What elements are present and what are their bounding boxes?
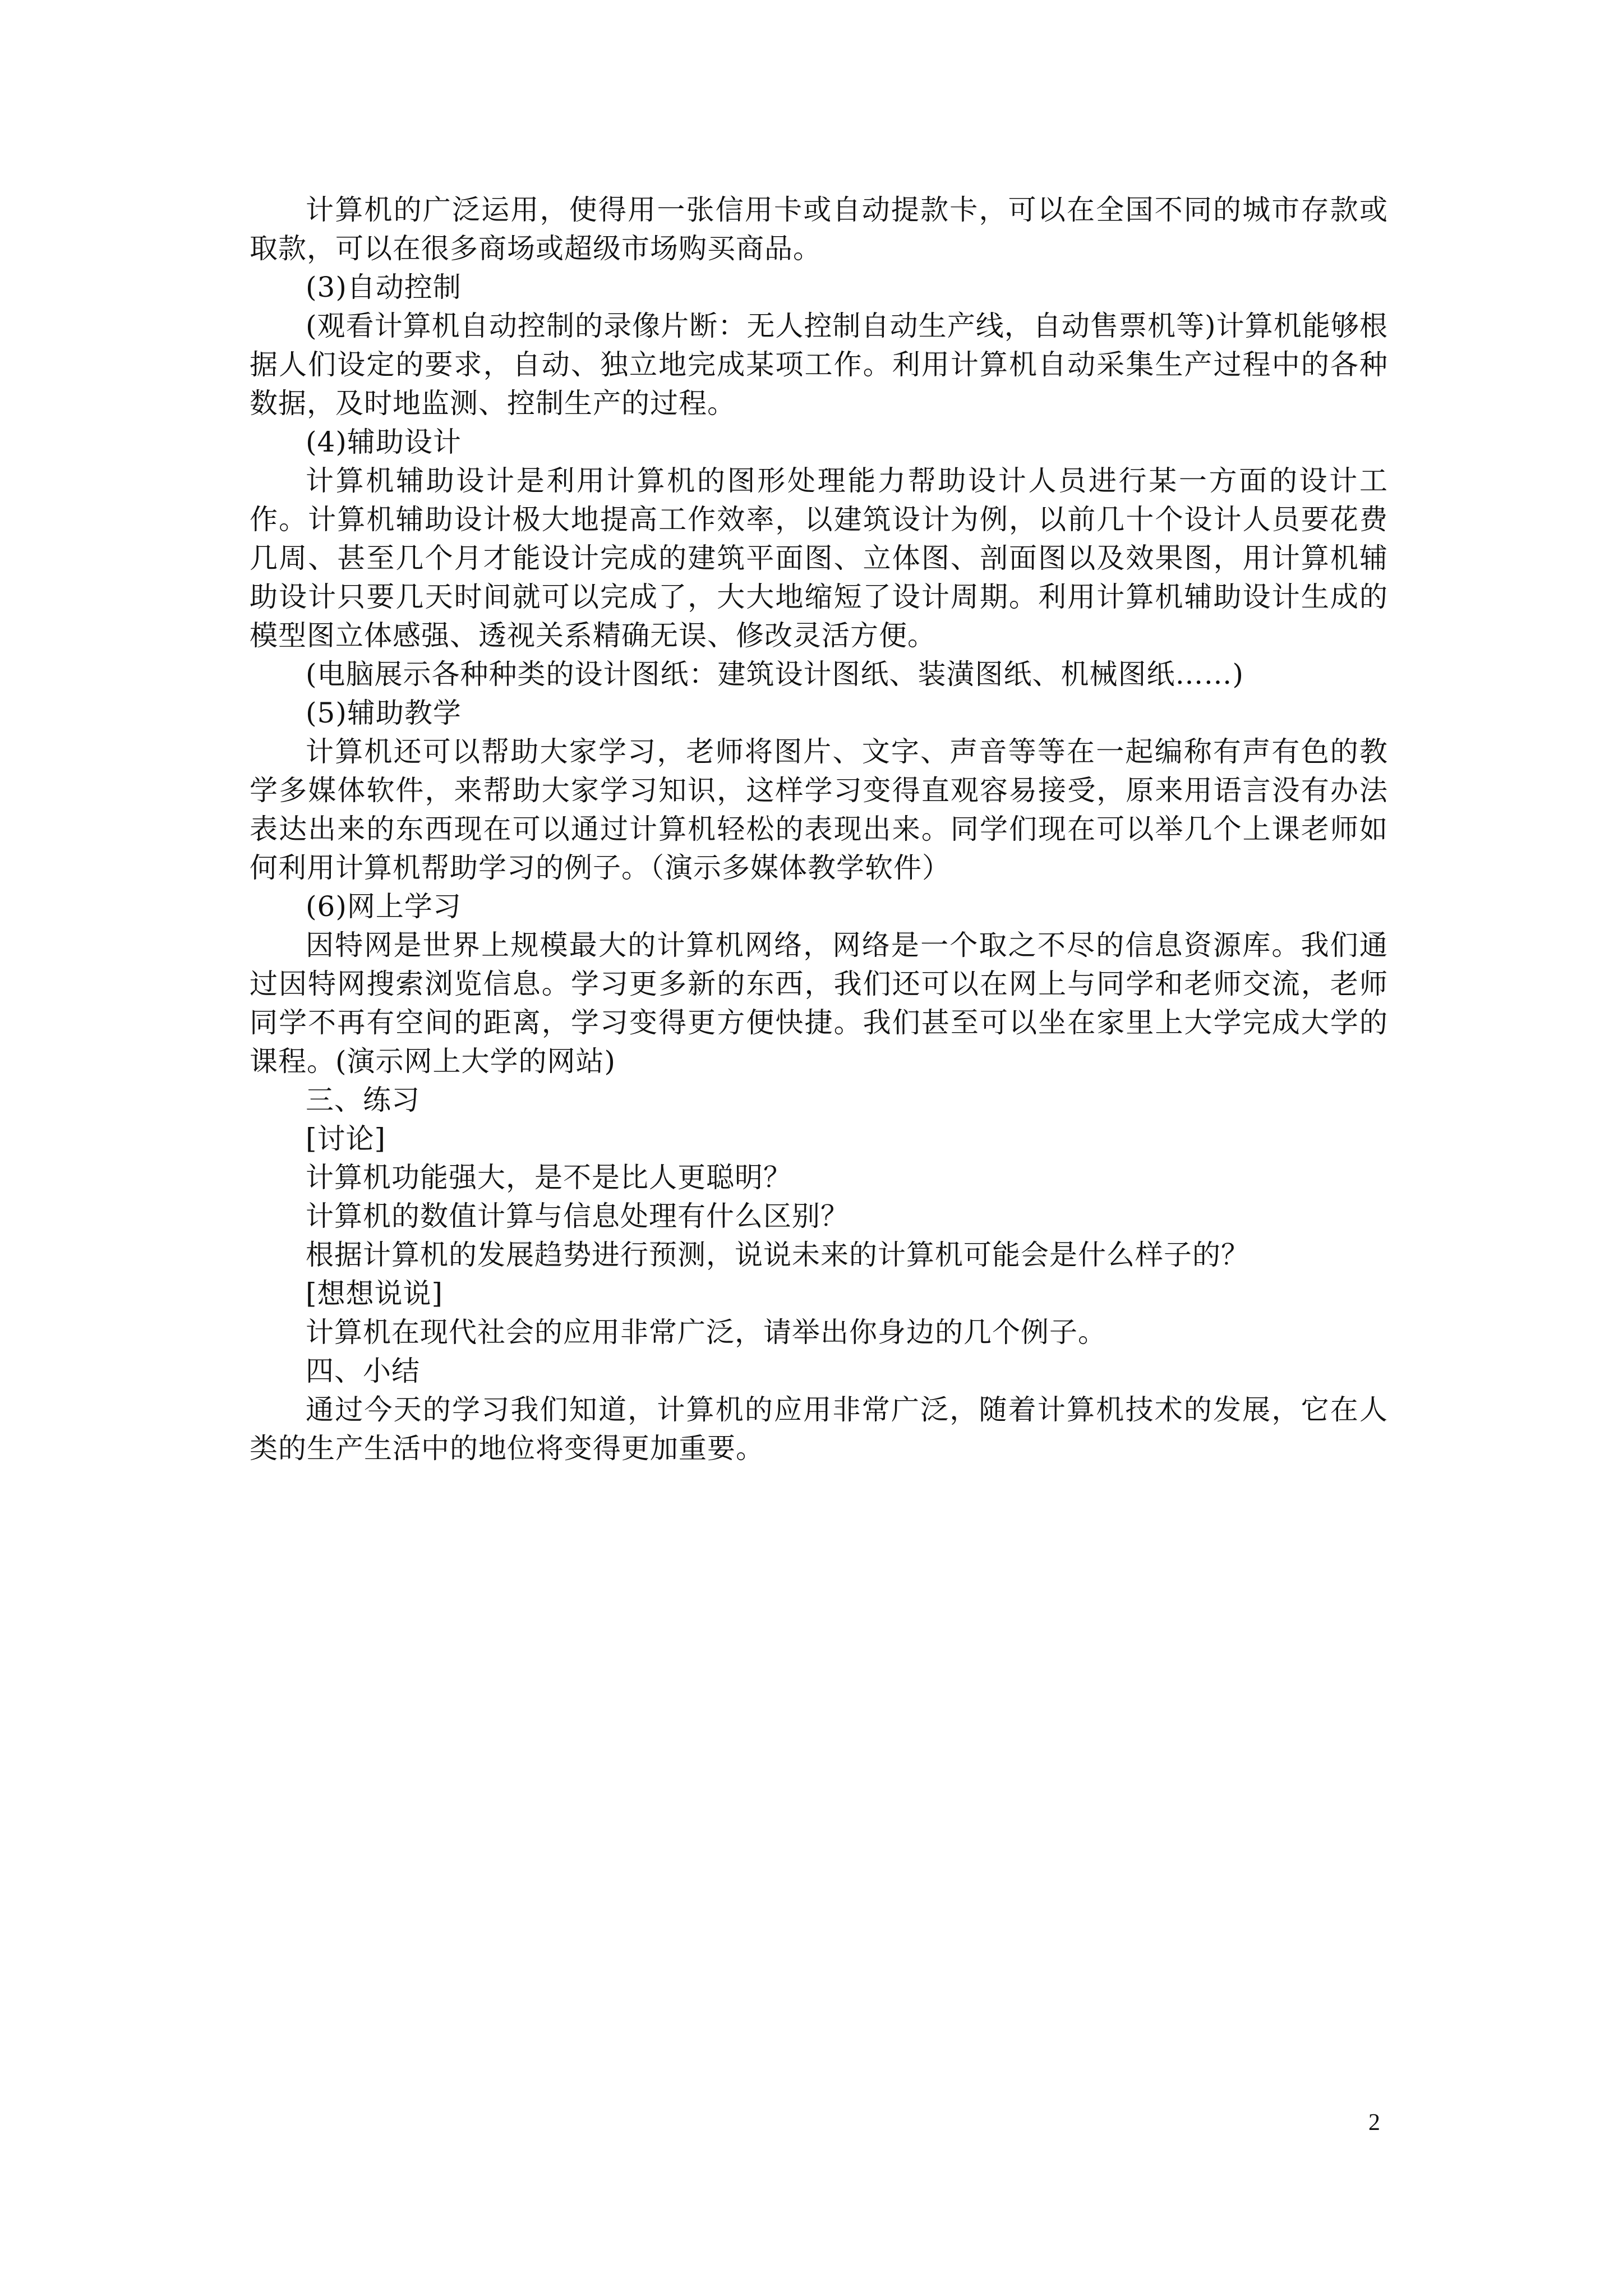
question-2: 计算机的数值计算与信息处理有什么区别？ xyxy=(306,1200,849,1232)
heading-online-learning: (6)网上学习 xyxy=(306,890,462,923)
page-number: 2 xyxy=(1368,2110,1380,2136)
discussion-label: [讨论] xyxy=(306,1122,386,1155)
question-4: 计算机在现代社会的应用非常广泛，请举出你身边的几个例子。 xyxy=(306,1316,1106,1349)
paragraph-online-learning: 因特网是世界上规模最大的计算机网络，网络是一个取之不尽的信息资源库。我们通过因特网搜索浏览信息。学习更多新的东西，我们还可以在网上与同学和老师交流，老师同学不再有空间的距离，学习变得更方便快捷。我们甚至可以坐在家里上大学完成大学的课程。(演示网上大学的网站) xyxy=(250,929,1388,1078)
paragraph-aided-design: 计算机辅助设计是利用计算机的图形处理能力帮助设计人员进行某一方面的设计工作。计算机辅助设计极大地提高工作效率，以建筑设计为例，以前几十个设计人员要花费几周、甚至几个月才能设计完成的建筑平面图、立体图、剖面图以及效果图，用计算机辅助设计只要几天时间就可以完成了，大大地缩短了设计周期。利用计算机辅助设计生成的模型图立体感强、透视关系精确无误、修改灵活方便。 xyxy=(250,464,1388,652)
section-exercise: 三、练习 xyxy=(306,1084,420,1116)
question-1: 计算机功能强大，是不是比人更聪明？ xyxy=(306,1161,792,1194)
heading-auto-control: (3)自动控制 xyxy=(306,271,462,303)
document-body xyxy=(250,191,1388,1468)
heading-aided-design: (4)辅助设计 xyxy=(306,426,462,458)
paragraph-aided-teaching: 计算机还可以帮助大家学习，老师将图片、文字、声音等等在一起编称有声有色的教学多媒体软件，来帮助大家学习知识，这样学习变得直观容易接受，原来用语言没有办法表达出来的东西现在可以通过计算机轻松的表现出来。同学们现在可以举几个上课老师如何利用计算机帮助学习的例子。（演示多媒体教学软件） xyxy=(250,735,1388,884)
heading-aided-teaching: (5)辅助教学 xyxy=(306,697,462,729)
paragraph-design-drawings: (电脑展示各种种类的设计图纸：建筑设计图纸、装潢图纸、机械图纸……) xyxy=(306,658,1244,691)
section-summary: 四、小结 xyxy=(306,1355,420,1387)
question-3: 根据计算机的发展趋势进行预测，说说未来的计算机可能会是什么样子的？ xyxy=(306,1239,1249,1271)
think-label: [想想说说] xyxy=(306,1277,444,1310)
paragraph-summary: 通过今天的学习我们知道，计算机的应用非常广泛，随着计算机技术的发展，它在人类的生产生活中的地位将变得更加重要。 xyxy=(250,1393,1388,1465)
paragraph-credit-card: 计算机的广泛运用，使得用一张信用卡或自动提款卡，可以在全国不同的城市存款或取款，可以在很多商场或超级市场购买商品。 xyxy=(250,194,1388,265)
paragraph-auto-control: (观看计算机自动控制的录像片断：无人控制自动生产线，自动售票机等)计算机能够根据人们设定的要求，自动、独立地完成某项工作。利用计算机自动采集生产过程中的各种数据，及时地监测、控制生产的过程。 xyxy=(250,310,1388,420)
